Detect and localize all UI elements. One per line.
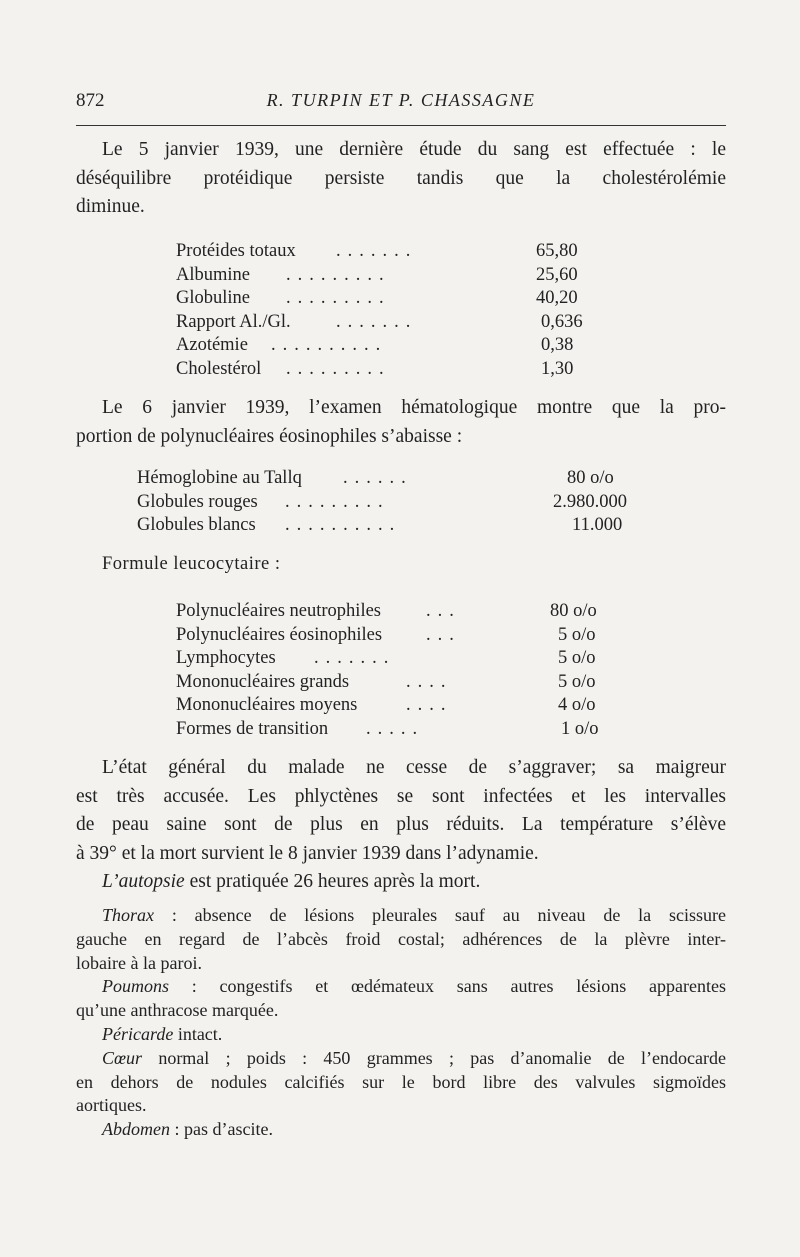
autopsy-term: L’autopsie [102, 871, 185, 892]
table-row [176, 358, 646, 382]
row-value: 40,20 [536, 288, 578, 308]
text-line: L’état général du malade ne cesse de s’aggraver; sa maigreur [102, 757, 726, 778]
leader-dots: .......... [271, 335, 388, 355]
leukocyte-formula-table [176, 600, 646, 741]
text-line: lobaire à la paroi. [76, 952, 202, 973]
finding-abdomen [76, 1118, 726, 1142]
page-header [76, 90, 726, 120]
row-value: 5 o/o [558, 671, 596, 692]
protein-table [176, 240, 646, 381]
table-row [176, 647, 646, 671]
leader-dots: .... [406, 671, 453, 692]
leader-dots: ......... [286, 264, 391, 285]
leader-dots: ..... [366, 718, 425, 739]
text-line: gauche en regard de l’abcès froid costal; adhérences de la plèvre inter- [76, 928, 726, 949]
finding-text: : congestifs et œdémateux sans autres lésions apparentes [169, 976, 726, 997]
table-row [137, 467, 657, 491]
row-value: 11.000 [572, 515, 623, 535]
table-row [176, 264, 646, 288]
table-row [176, 311, 646, 335]
row-value: 1,30 [541, 358, 574, 379]
finding-term: Thorax [102, 905, 155, 925]
table-row [176, 718, 646, 742]
finding-term: Abdomen [102, 1119, 170, 1140]
row-label: Mononucléaires moyens [176, 695, 358, 715]
finding-coeur [76, 1047, 726, 1071]
row-label: Formes de transition [176, 718, 329, 739]
finding-term: Cœur [102, 1047, 143, 1068]
text-line: qu’une anthracose marquée. [76, 1000, 279, 1021]
leader-dots: ......... [286, 288, 391, 308]
finding-text: normal ; poids : 450 grammes ; pas d’anomalie de l’endocarde [142, 1047, 726, 1068]
row-value: 5 o/o [558, 624, 596, 645]
leader-dots: ......... [285, 491, 390, 512]
row-label: Polynucléaires neutrophiles [176, 601, 381, 621]
row-label: Lymphocytes [176, 648, 276, 668]
finding-pericarde [76, 1023, 726, 1047]
leader-dots: ....... [314, 648, 396, 668]
finding-poumons [76, 975, 726, 999]
text-line: diminue. [76, 196, 145, 217]
table-row [176, 240, 646, 264]
row-label: Globules rouges [137, 491, 258, 512]
text-line: de peau saine sont de plus en plus réduits. La température s’élève [76, 814, 726, 835]
table-row [176, 671, 646, 695]
blood-count-table [137, 467, 657, 538]
row-value: 0,636 [541, 311, 583, 332]
leader-dots: ......... [286, 358, 391, 379]
row-value: 80 o/o [550, 601, 597, 621]
text-line: en dehors de nodules calcifiés sur le bord libre des valvules sigmoïdes [76, 1071, 726, 1092]
leader-dots: ....... [336, 311, 418, 332]
row-label: Hémoglobine au Tallq [137, 468, 302, 488]
row-value: 1 o/o [561, 718, 599, 739]
row-value: 65,80 [536, 241, 578, 261]
paragraph-hematology [76, 394, 726, 451]
text-line: est très accusée. Les phlyctènes se sont infectées et les intervalles [76, 785, 726, 807]
table-row [176, 334, 646, 358]
autopsy-text: est pratiquée 26 heures après la mort. [184, 871, 481, 892]
table-row [137, 514, 657, 538]
leader-dots: .......... [285, 515, 402, 535]
paragraph-evolution [76, 754, 726, 897]
finding-text: : absence de lésions pleurales sauf au niveau de la scissure [154, 905, 726, 925]
row-value: 2.980.000 [553, 491, 627, 512]
text-line: Le 5 janvier 1939, une dernière étude du sang est effectuée : le [102, 139, 726, 160]
finding-text: intact. [173, 1023, 223, 1044]
row-label: Cholestérol [176, 358, 262, 379]
finding-term: Péricarde [102, 1023, 174, 1044]
leader-dots: ....... [336, 241, 418, 261]
running-title: R. TURPIN ET P. CHASSAGNE [266, 90, 536, 110]
table-row [176, 287, 646, 311]
formula-title: Formule leucocytaire : [102, 554, 281, 574]
leader-dots: ...... [343, 468, 413, 488]
text-line: déséquilibre protéidique persiste tandis que la cholestérolémie [76, 167, 726, 189]
text-line: aortiques. [76, 1095, 147, 1116]
row-label: Globuline [176, 288, 250, 308]
row-value: 5 o/o [558, 648, 596, 668]
text-line: Le 6 janvier 1939, l’examen hématologique montre que la pro- [102, 397, 726, 418]
text-line: portion de polynucléaires éosinophiles s’abaisse : [76, 425, 463, 447]
paragraph-blood-study [76, 136, 726, 222]
leader-dots: .... [406, 695, 453, 715]
row-value: 80 o/o [567, 468, 614, 488]
finding-term: Poumons [102, 976, 169, 997]
leader-dots: ... [426, 601, 461, 621]
row-label: Protéides totaux [176, 241, 296, 261]
row-label: Globules blancs [137, 515, 256, 535]
autopsy-findings [76, 904, 726, 1142]
page-number: 872 [76, 90, 105, 111]
header-rule [76, 125, 726, 126]
row-label: Azotémie [176, 335, 248, 355]
row-label: Polynucléaires éosinophiles [176, 624, 383, 645]
row-label: Albumine [176, 264, 250, 285]
row-label: Rapport Al./Gl. [176, 311, 291, 332]
table-row [137, 491, 657, 515]
row-value: 25,60 [536, 264, 578, 285]
row-value: 0,38 [541, 335, 574, 355]
table-row [176, 600, 646, 624]
leader-dots: ... [426, 624, 461, 645]
text-line: à 39° et la mort survient le 8 janvier 1939 dans l’adynamie. [76, 842, 539, 864]
finding-text: : pas d’ascite. [169, 1119, 273, 1140]
table-row [176, 694, 646, 718]
finding-thorax [76, 904, 726, 928]
autopsy-line [76, 868, 726, 897]
table-row [176, 624, 646, 648]
row-value: 4 o/o [558, 695, 596, 715]
row-label: Mononucléaires grands [176, 671, 350, 692]
